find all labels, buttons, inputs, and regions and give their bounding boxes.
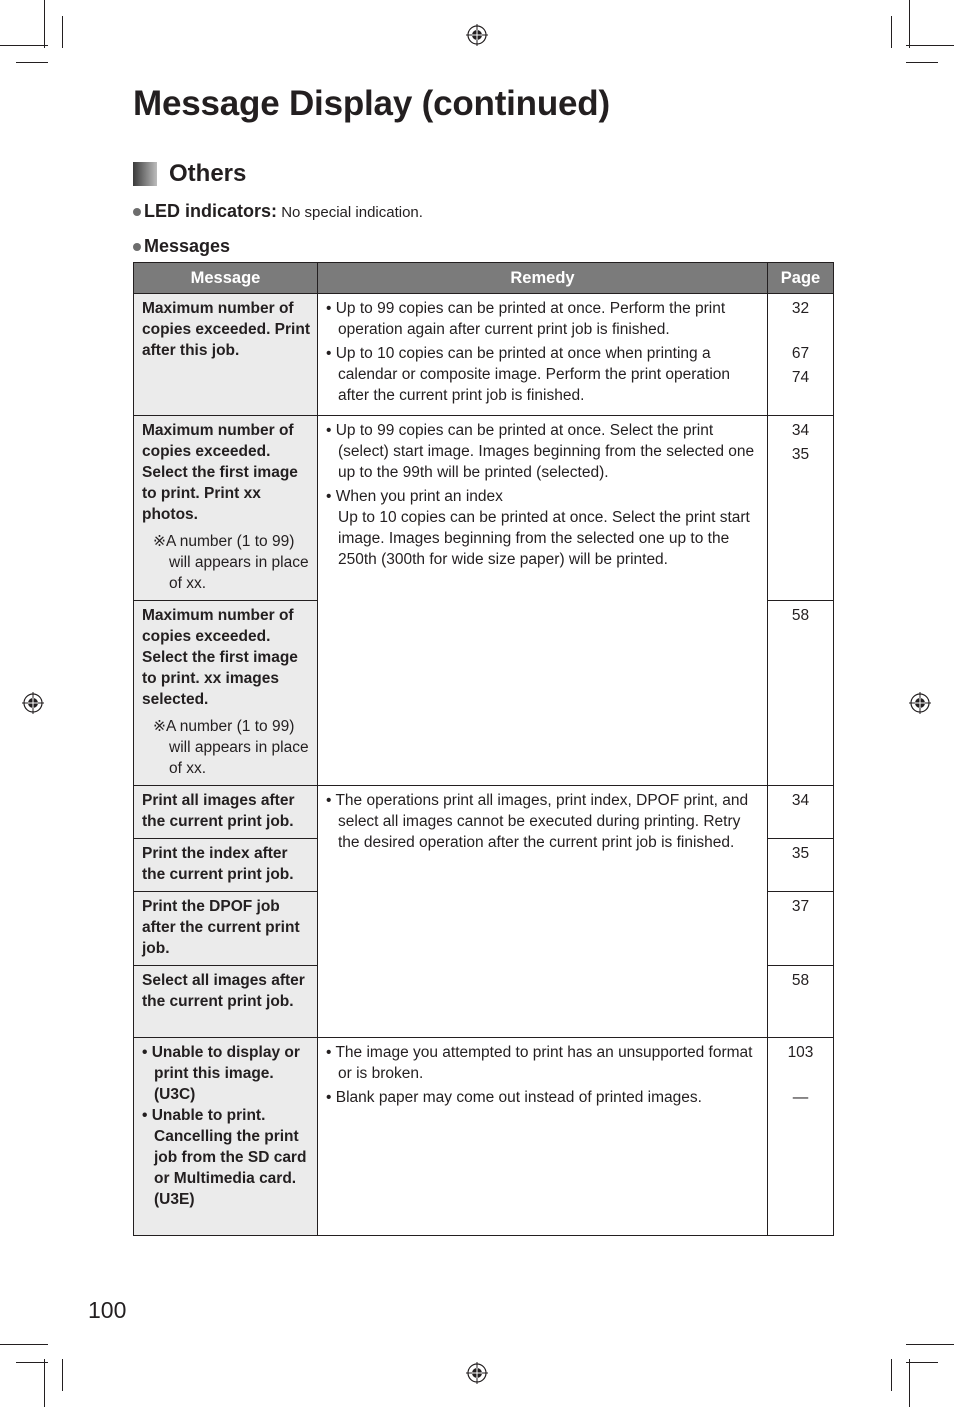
message-note: ※A number (1 to 99) will appears in place of xx. — [153, 718, 309, 777]
registration-mark-icon — [466, 24, 488, 46]
message-table — [133, 262, 834, 1236]
page-ref: 67 — [791, 345, 810, 362]
crop-mark — [62, 16, 63, 48]
messages-heading — [133, 236, 230, 257]
page-cell — [768, 1038, 834, 1236]
page-cell: 34 — [768, 786, 834, 839]
message-item: • Unable to print. Cancelling the print job from the SD card or Multimedia card. (U3E) — [142, 1107, 307, 1208]
crop-mark — [891, 16, 892, 48]
registration-mark-icon — [22, 692, 44, 714]
message-cell: Print the DPOF job after the current print job. — [134, 892, 318, 966]
header-page: Page — [768, 263, 834, 294]
page-ref: 58 — [791, 607, 810, 624]
page-cell: 35 — [768, 839, 834, 892]
crop-mark — [909, 0, 910, 48]
bullet-dot-icon — [133, 208, 141, 216]
remedy-item: • Up to 99 copies can be printed at once. Perform the print operation again after current print job is finished. — [326, 300, 726, 338]
remedy-item: • The operations print all images, print index, DPOF print, and select all images cannot be executed during printing. Retry the desired operation after the current print job is finished. — [326, 792, 749, 851]
message-cell — [134, 416, 318, 601]
page-ref: 74 — [791, 369, 810, 386]
bullet-dot-icon — [133, 243, 141, 251]
crop-mark — [0, 1344, 48, 1345]
page-cell — [768, 601, 834, 786]
message-cell — [134, 601, 318, 786]
led-indicators-line — [133, 201, 423, 222]
page-cell — [768, 416, 834, 601]
section-header — [133, 161, 246, 187]
registration-mark-icon — [466, 1362, 488, 1384]
crop-mark — [44, 1359, 45, 1407]
page-title: Message Display (continued) — [133, 84, 610, 123]
section-title: Others — [169, 160, 247, 187]
section-marker-icon — [133, 162, 157, 186]
remedy-text: Up to 10 copies can be printed at once. Select the print start image. Images beginning from the selected one up to the 250th (300th for wide size paper) will be printed. — [338, 509, 750, 568]
registration-mark-icon — [909, 692, 931, 714]
page-cell: 37 — [768, 892, 834, 966]
led-value: No special indication. — [281, 204, 423, 221]
remedy-item: • The image you attempted to print has an unsupported format or is broken. — [326, 1044, 753, 1082]
table-header-row — [134, 263, 834, 294]
header-message: Message — [134, 263, 318, 294]
page-ref: 35 — [791, 446, 810, 463]
table-row — [134, 294, 834, 416]
remedy-item: • Up to 10 copies can be printed at once when printing a calendar or composite image. Perform the print operation after the current print job is finished. — [326, 345, 731, 404]
message-text: Maximum number of copies exceeded. Select the first image to print. xx images selected. — [142, 607, 298, 708]
message-note: ※A number (1 to 99) will appears in place of xx. — [153, 533, 309, 592]
header-remedy: Remedy — [318, 263, 768, 294]
table-row — [134, 786, 834, 839]
message-text: Maximum number of copies exceeded. Select the first image to print. Print xx photos. — [142, 422, 298, 523]
led-label: LED indicators: — [144, 201, 278, 221]
crop-mark — [906, 62, 938, 63]
crop-mark — [0, 45, 48, 46]
remedy-item: • When you print an index — [326, 488, 503, 505]
crop-mark — [906, 1344, 954, 1345]
page-ref: 32 — [791, 300, 810, 317]
table-row — [134, 1038, 834, 1236]
message-cell: Print the index after the current print job. — [134, 839, 318, 892]
page-ref: 103 — [787, 1044, 814, 1061]
page-cell — [768, 294, 834, 416]
crop-mark — [906, 1362, 938, 1363]
crop-mark — [909, 1359, 910, 1407]
crop-mark — [906, 45, 954, 46]
page-cell: 58 — [768, 966, 834, 1038]
table-row — [134, 416, 834, 601]
message-cell: Maximum number of copies exceeded. Print after this job. — [134, 294, 318, 416]
page-ref: — — [792, 1089, 809, 1106]
remedy-item: • Up to 99 copies can be printed at once. Select the print (select) start image. Images beginning from the selected one up to the 99th will be printed (selected). — [326, 422, 755, 481]
page-ref: 34 — [791, 422, 810, 439]
remedy-cell — [318, 1038, 768, 1236]
page-number: 100 — [88, 1297, 127, 1323]
messages-label: Messages — [144, 236, 231, 256]
remedy-cell — [318, 416, 768, 786]
message-cell — [134, 1038, 318, 1236]
crop-mark — [891, 1359, 892, 1391]
remedy-cell — [318, 786, 768, 1038]
remedy-cell — [318, 294, 768, 416]
message-cell: Select all images after the current print job. — [134, 966, 318, 1038]
remedy-item: • Blank paper may come out instead of printed images. — [326, 1089, 702, 1106]
crop-mark — [62, 1359, 63, 1391]
crop-mark — [16, 62, 48, 63]
message-item: • Unable to display or print this image. (U3C) — [142, 1044, 300, 1103]
crop-mark — [44, 0, 45, 48]
message-cell: Print all images after the current print job. — [134, 786, 318, 839]
